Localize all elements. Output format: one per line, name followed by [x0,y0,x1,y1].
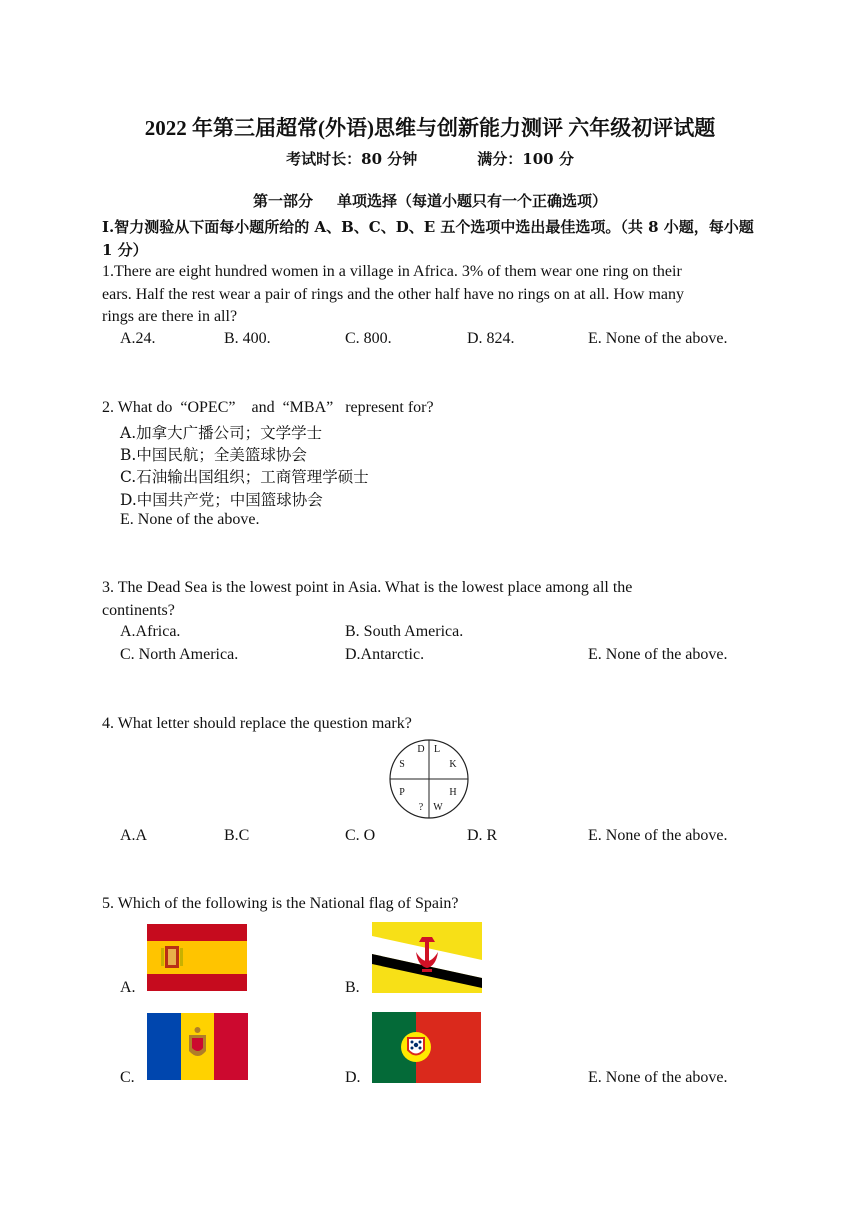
q2-option-c: C.石油输出国组织；工商管理学硕士 [120,468,369,486]
question-3-stem [102,577,762,622]
section-instruction: I.智力测验从下面每小题所给的 A、B、C、D、E 五个选项中选出最佳选项。（共 8 小题，每小题 1 分） [102,218,754,259]
exam-title: 2022 年第三届超常(外语)思维与创新能力测评 六年级初评试题 [144,116,716,140]
brunei-flag-icon [372,922,482,993]
q2-option-b: B.中国民航；全美篮球协会 [120,446,307,464]
q5-option-b: B. [345,979,360,996]
q4-option-e: E. None of the above. [588,827,728,844]
part-heading [0,190,860,211]
letter-circle-figure [388,738,470,820]
question-5-stem: 5. Which of the following is the National flag of Spain? [102,895,459,912]
exam-full-score: 满分：100 分 [477,150,574,168]
q4-option-a: A.A [120,827,148,844]
portugal-flag-icon [372,1012,481,1083]
figure-letter-h: H [449,787,457,798]
q1-option-b: B. 400. [224,330,271,347]
part-label: 第一部分 [252,192,313,210]
q5-option-e: E. None of the above. [588,1069,728,1086]
q1-option-c: C. 800. [345,330,392,347]
figure-letter-p: P [399,787,405,798]
figure-letter-question: ? [418,802,424,813]
question-2-stem: 2. What do “OPEC” and “MBA” represent for? [102,399,434,416]
question-stem-line: 3. The Dead Sea is the lowest point in Asia. What is the lowest place among all the [102,579,633,596]
q2-option-e: E. None of the above. [120,511,260,528]
q3-option-a: A.Africa. [120,623,181,640]
figure-letter-s: S [399,759,405,770]
exam-meta [0,148,860,169]
part-title: 单项选择（每道小题只有一个正确选项） [337,192,608,210]
q4-option-d: D. R [467,827,498,844]
q4-option-c: C. O [345,827,376,844]
spain-flag-icon [147,924,247,991]
q5-option-a: A. [120,979,136,996]
question-stem-line: rings are there in all? [102,308,238,325]
question-stem-line: 1.There are eight hundred women in a village in Africa. 3% of them wear one ring on their [102,263,682,280]
q3-option-e: E. None of the above. [588,646,728,663]
q1-option-a: A.24. [120,330,156,347]
moldova-flag-icon [147,1013,248,1080]
q1-option-e: E. None of the above. [588,330,728,347]
q3-option-b: B. South America. [345,623,464,640]
q3-option-c: C. North America. [120,646,239,663]
figure-letter-l: L [433,744,441,755]
figure-letter-d: D [417,744,425,755]
q5-option-d: D. [345,1069,361,1086]
figure-letter-k: K [449,759,457,770]
q4-option-b: B.C [224,827,250,844]
question-stem-line: ears. Half the rest wear a pair of rings and the other half have no rings on at all. How many [102,285,685,303]
q2-option-d: D.中国共产党；中国篮球协会 [120,491,323,509]
question-stem-line: continents? [102,601,175,619]
figure-letter-w: W [433,802,443,813]
exam-duration: 考试时长：80 分钟 [286,150,418,168]
question-1-stem [102,261,762,329]
question-4-stem: 4. What letter should replace the question mark? [102,715,412,732]
q3-option-d: D.Antarctic. [345,646,425,663]
q1-option-d: D. 824. [467,330,515,347]
q5-option-c: C. [120,1069,135,1086]
q2-option-a: A.加拿大广播公司；文学学士 [120,424,323,442]
